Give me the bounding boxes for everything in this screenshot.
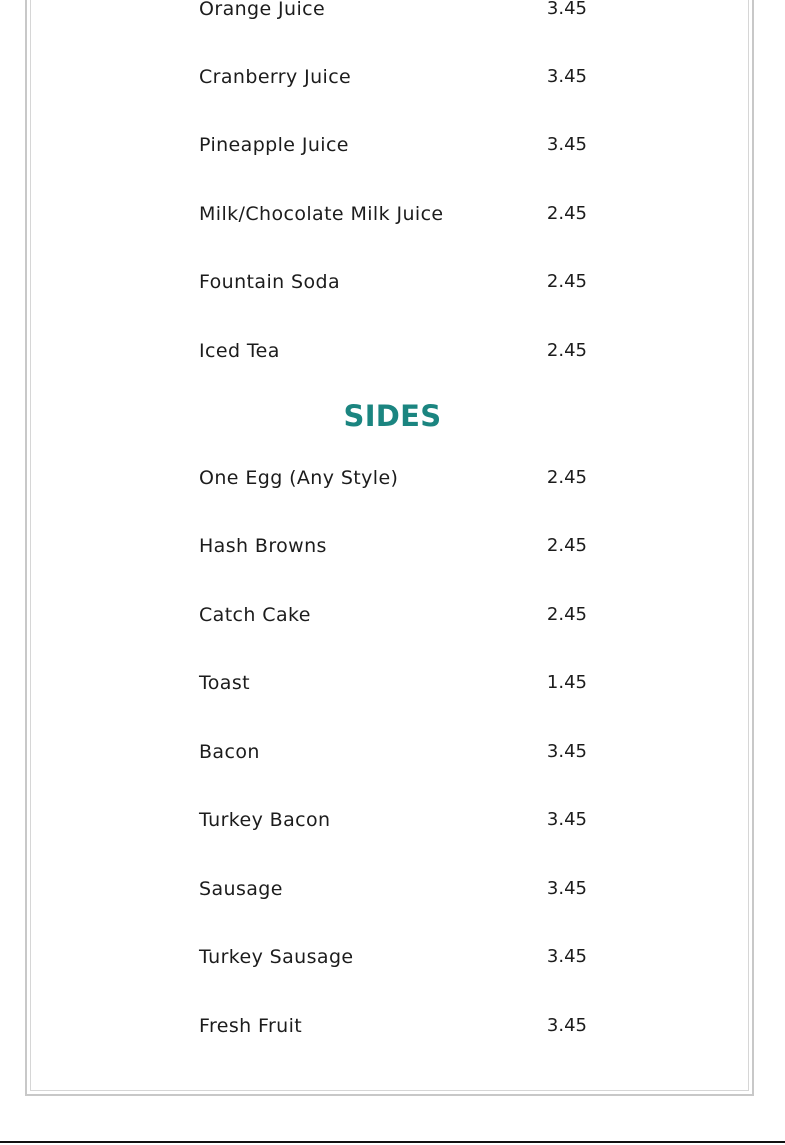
menu-item-name: Milk/Chocolate Milk Juice <box>199 203 444 225</box>
menu-item-one-egg <box>199 466 589 490</box>
menu-item-name: Turkey Sausage <box>199 946 354 968</box>
menu-item-price: 3.45 <box>546 878 587 899</box>
menu-item-turkey-bacon <box>199 808 589 832</box>
menu-item-sausage <box>199 877 589 901</box>
menu-item-name: Toast <box>199 672 250 694</box>
menu-item-name: One Egg (Any Style) <box>199 467 399 489</box>
menu-item-name: Cranberry Juice <box>199 66 352 88</box>
menu-item-name: Turkey Bacon <box>199 809 331 831</box>
menu-item-fountain-soda <box>199 270 589 294</box>
menu-item-price: 3.45 <box>546 1015 587 1036</box>
menu-item-name: Bacon <box>199 741 260 763</box>
menu-item-price: 2.45 <box>546 467 587 488</box>
menu-item-catch-cake <box>199 603 589 627</box>
menu-item-price: 2.45 <box>546 203 587 224</box>
menu-item-fresh-fruit <box>199 1014 589 1038</box>
menu-item-orange-juice <box>199 0 589 21</box>
menu-item-price: 2.45 <box>546 340 587 361</box>
menu-item-name: Orange Juice <box>199 0 326 20</box>
menu-item-pineapple-juice <box>199 133 589 157</box>
menu-item-name: Hash Browns <box>199 535 327 557</box>
menu-item-price: 3.45 <box>546 946 587 967</box>
menu-item-hash-browns <box>199 534 589 558</box>
menu-item-name: Sausage <box>199 878 283 900</box>
menu-item-toast <box>199 671 589 695</box>
menu-item-name: Iced Tea <box>199 340 280 362</box>
menu-item-price: 3.45 <box>546 809 587 830</box>
page-divider <box>0 1141 785 1143</box>
menu-item-price: 1.45 <box>546 672 587 693</box>
menu-item-name: Catch Cake <box>199 604 311 626</box>
menu-item-price: 3.45 <box>546 0 587 19</box>
menu-item-name: Fountain Soda <box>199 271 341 293</box>
menu-item-name: Pineapple Juice <box>199 134 349 156</box>
menu-item-price: 3.45 <box>546 134 587 155</box>
menu-item-price: 2.45 <box>546 535 587 556</box>
menu-item-name: Fresh Fruit <box>199 1015 303 1037</box>
menu-item-cranberry-juice <box>199 65 589 89</box>
menu-item-milk-juice <box>199 202 589 226</box>
menu-item-price: 3.45 <box>546 741 587 762</box>
menu-item-price: 2.45 <box>546 604 587 625</box>
menu-item-price: 3.45 <box>546 66 587 87</box>
section-heading-sides: SIDES <box>343 399 442 433</box>
menu-item-bacon <box>199 740 589 764</box>
menu-item-turkey-sausage <box>199 945 589 969</box>
menu-item-iced-tea <box>199 339 589 363</box>
menu-item-price: 2.45 <box>546 271 587 292</box>
